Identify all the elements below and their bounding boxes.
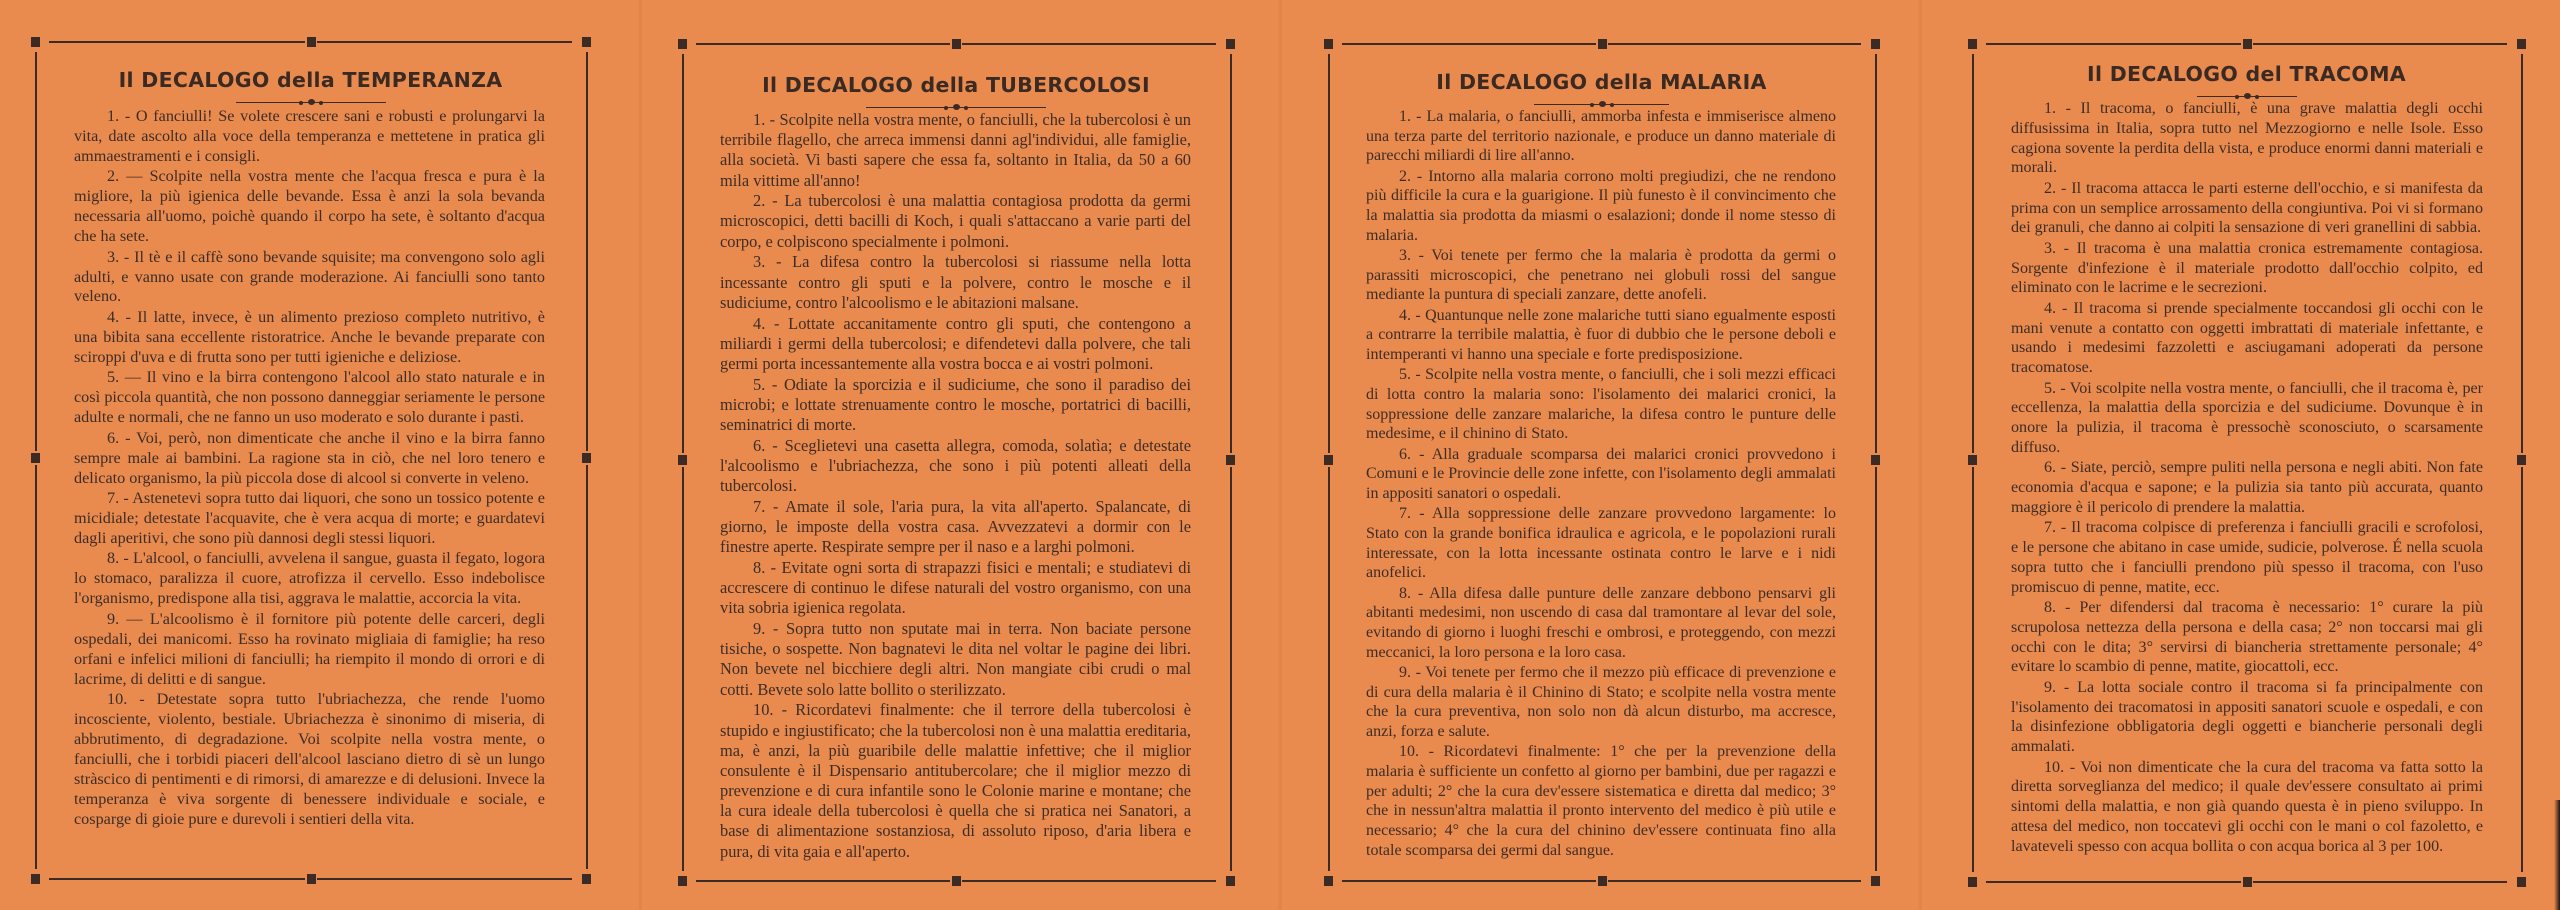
decalogue-item: 2. — Scolpite nella vostra mente che l'acqua fresca e pura è la migliore, la più igienica delle bevande. Essa è anzi la sola bevanda necessaria all'uomo, poichè quando il corpo ha sete, è soltanto d'acqua che ha sete. — [74, 167, 545, 246]
frame-side-square — [31, 453, 40, 463]
decalogue-item: 7. - Alla soppressione delle zanzare provvedono largamente: lo Stato con la grande bonifica idraulica e agricola, e le popolazioni rurali interessate, con la lotta incessante ostinata contro le larve e i nidi anofelici. — [1366, 505, 1836, 582]
frame-center-square — [1598, 39, 1607, 49]
panel-body — [74, 107, 545, 830]
frame-rule-top-right — [1608, 43, 1862, 45]
frame-side-square — [582, 453, 591, 463]
panel-body — [720, 110, 1191, 862]
decalogue-item: 5. - Voi scolpite nella vostra mente, o fanciulli, che il tracoma è, per eccellenza, la malattia della sporcizia e del sudiciume. Dovunque è in onore la pulizia, il tracoma è pressochè sconosciuto, o scarsamente diffuso. — [2011, 379, 2483, 456]
decalogue-item: 3. - La difesa contro la tubercolosi si riassume nella lotta incessante contro gli sputi e la polvere, contro le mosche e il sudiciume, contro l'alcoolismo e le abitazioni malsane. — [720, 252, 1191, 312]
frame-rule-left-upper — [1972, 54, 1974, 453]
frame-side-square — [1324, 455, 1333, 465]
decalogue-item: 8. - L'alcool, o fanciulli, avvelena il sangue, guasta il fegato, logora lo stomaco, paralizza il cuore, atrofizza il cervello. Esso indebolisce l'organismo, predispone alla tisi, aggrava le malattie, accorcia la vita. — [74, 549, 545, 608]
frame-rule-right-lower — [1230, 467, 1232, 872]
panel-body — [1366, 107, 1836, 861]
panel-title: Il DECALOGO della TUBERCOLOSI — [762, 73, 1150, 97]
frame-corner-square — [2517, 877, 2526, 887]
frame-corner-square — [582, 37, 591, 47]
decalogue-item: 9. - Voi tenete per fermo che il mezzo più efficace di prevenzione e di cura della malaria è il Chinino di Stato; e scolpite nella vostra mente che la cura preventiva, non solo non dà alcun disturbo, ma accresce, anzi, forza e salute. — [1366, 664, 1836, 741]
decalogue-item: 10. - Voi non dimenticate che la cura del tracoma va fatta sotto la diretta sorveglianza del medico; il quale dev'essere consultato ai primi sintomi della malattia, e non già quando questa è in pieno sviluppo. In attesa del medico, non toccatevi gli occhi con le mani o col fazoletto, e lavateveli spesso con acqua bollita o con acqua borica al 3 per 100. — [2011, 758, 2483, 855]
frame-corner-square — [1226, 876, 1235, 886]
frame-rule-left-lower — [682, 467, 684, 872]
decalogue-item: 6. - Alla graduale scomparsa dei malarici cronici provvedono i Comuni e le Provincie delle zone infette, con l'isolamento degli ammalati in appositi sanatori o ospedali. — [1366, 445, 1836, 503]
decalogue-panel-malaria — [1280, 0, 1920, 910]
frame-corner-square — [31, 37, 40, 47]
frame-rule-bottom-left — [1986, 881, 2241, 883]
title-ornament-divider — [236, 99, 386, 107]
frame-side-square — [1871, 455, 1880, 465]
decalogue-item: 5. - Odiate la sporcizia e il sudiciume, che sono il paradiso dei microbi; e lottate strenuamente contro le mosche, portatrici di bacilli, seminatrici di morte. — [720, 374, 1191, 434]
frame-center-square — [1598, 876, 1607, 886]
frame-rule-top-left — [696, 43, 950, 45]
decalogue-item: 6. - Sceglietevi una casetta allegra, comoda, solatìa; e detestate l'alcoolismo e l'ubriachezza, che sono i più potenti alleati della tubercolosi. — [720, 435, 1191, 496]
frame-center-square — [2243, 39, 2252, 49]
frame-corner-square — [1324, 876, 1333, 886]
panel-title: Il DECALOGO del TRACOMA — [2087, 62, 2406, 86]
frame-rule-top-right — [317, 41, 573, 43]
panel-body — [2011, 99, 2483, 857]
decalogue-item: 7. - Il tracoma colpisce di preferenza i fanciulli gracili e scrofolosi, e le persone che abitano in case umide, sudicie, polverose. É nella scuola sopra tutto che i fanciulli prendono più spesso il tracoma, con l'uso promiscuo di penne, matite, ecc. — [2011, 519, 2483, 596]
frame-corner-square — [1226, 39, 1235, 49]
frame-side-square — [678, 455, 687, 465]
decalogue-item: 4. - Quantunque nelle zone malariche tutti siano egualmente esposti a contrarre la terribile malattia, è fuor di dubbio che le persone deboli e intemperanti vi hanno una speciale e forte predisposizione. — [1366, 306, 1836, 364]
decalogue-item: 9. — L'alcoolismo è il fornitore più potente delle carceri, degli ospedali, dei manicomi. Esso ha rovinato migliaia di famiglie; ha reso orfani e infelici milioni di fanciulli; ha riempito il mondo di orrori e di lacrime, di delitti e di sangue. — [74, 609, 545, 688]
frame-rule-top-left — [1342, 43, 1596, 45]
frame-center-square — [952, 39, 961, 49]
decalogue-item: 9. - Sopra tutto non sputate mai in terra. Non baciate persone tisiche, o sospette. Non bagnatevi le dita nel voltar le pagine dei libri. Non bevete nel bicchiere degli altri. Non mangiate cibi crudi o mal cotti. Bevete solo latte bollito o sterilizzato. — [720, 619, 1191, 699]
frame-corner-square — [678, 39, 687, 49]
decalogue-item: 8. - Alla difesa dalle punture delle zanzare debbono pensarvi gli abitanti medesimi, non uscendo di casa dal tramontare al levar del sole, evitando di giorno i luoghi freschi e ombrosi, e proteggendo, con mezzi meccanici, la loro persona e la loro casa. — [1366, 584, 1836, 661]
frame-rule-bottom-right — [962, 880, 1216, 882]
decalogue-panel-tubercolosi — [640, 0, 1280, 910]
frame-rule-bottom-left — [49, 878, 305, 880]
frame-rule-right-upper — [1875, 54, 1877, 453]
decalogue-item: 10. - Ricordatevi finalmente: che il terrore della tubercolosi è stupido e ingiustificato; che la tubercolosi non è una malattia ereditaria, ma, è anzi, la più guaribile delle malattie infettive; che il miglior consulente è il Dispensario antitubercolare; che il miglior mezzo di prevenzione e di cura infantile sono le Colonie marine e montane; che la cura ideale della tubercolosi è quella che si pratica nei Sanatori, a base di alimentazione sostanziosa, di assoluto riposo, d'aria libera e pura, di vita gaia e all'aperto. — [720, 700, 1191, 861]
frame-rule-right-lower — [586, 465, 588, 870]
frame-rule-right-upper — [586, 52, 588, 451]
frame-center-square — [952, 876, 961, 886]
decalogue-item: 4. - Il tracoma si prende specialmente toccandosi gli occhi con le mani venute a contatto con oggetti imbrattati di materiale infettante, e usando i medesimi fazzoletti e asciugamani adoperati da persone tracomatose. — [2011, 299, 2483, 377]
frame-corner-square — [1968, 877, 1977, 887]
frame-corner-square — [1324, 39, 1333, 49]
frame-rule-left-lower — [1972, 467, 1974, 872]
frame-rule-top-left — [49, 41, 305, 43]
frame-rule-right-upper — [1230, 54, 1232, 453]
frame-rule-left-upper — [682, 54, 684, 453]
decalogue-item: 8. - Per difendersi dal tracoma è necessario: 1° curare la più scrupolosa nettezza della persona e della casa; 2° non toccarsi mai gli occhi con le dita; 3° servirsi di biancheria strettamente personale; 4° evitare lo scambio di penne, matite, giocattoli, ecc. — [2011, 599, 2483, 676]
decalogue-item: 1. - Il tracoma, o fanciulli, è una grave malattia degli occhi diffusissima in Italia, sopra tutto nel Mezzogiorno e nelle Isole. Esso cagiona sovente la perdita della vista, e produce enormi danni materiali e morali. — [2011, 100, 2483, 177]
frame-rule-bottom-left — [696, 880, 950, 882]
decalogue-item: 10. - Detestate sopra tutto l'ubriachezza, che rende l'uomo incosciente, violento, bestiale. Ubriachezza è sinonimo di miseria, di abbrutimento, di degradazione. Voi scolpite nella vostra mente, o fanciulli, che i torbidi piaceri dell'alcool lasciano dietro di sè un lungo stràscico di pentimenti e di rimorsi, di amarezze e di delusioni. Invece la temperanza è viva sorgente di benessere individuale e sociale, e cosparge di gioie pure e durevoli i sentieri della vita. — [74, 690, 545, 828]
frame-side-square — [2517, 455, 2526, 465]
frame-rule-left-upper — [1328, 54, 1330, 453]
decalogue-item: 3. - Il tè e il caffè sono bevande squisite; ma convengono solo agli adulti, e vanno usate con grande moderazione. Ai fanciulli sono tanto veleno. — [74, 247, 545, 306]
frame-rule-top-left — [1986, 43, 2241, 45]
frame-rule-right-upper — [2521, 54, 2523, 453]
frame-rule-top-right — [962, 43, 1216, 45]
frame-corner-square — [1968, 39, 1977, 49]
decalogue-item: 7. - Amate il sole, l'aria pura, la vita all'aperto. Spalancate, di giorno, le imposte della vostra casa. Avvezzatevi a dormir con le finestre aperte. Respirate sempre per il naso e a larghi polmoni. — [720, 496, 1191, 557]
decalogue-item: 1. - O fanciulli! Se volete crescere sani e robusti e prolungarvi la vita, date ascolto alla voce della temperanza e mettetene in pratica gli ammaestramenti e i consigli. — [74, 107, 545, 165]
frame-corner-square — [2517, 39, 2526, 49]
frame-center-square — [2243, 877, 2252, 887]
frame-corner-square — [1871, 876, 1880, 886]
decalogue-item: 5. — Il vino e la birra contengono l'alcool allo stato naturale e in così piccola quantità, che non possono danneggiar seriamente le persone adulte e normali, che ne fanno un uso moderato e solo durante i pasti. — [74, 368, 545, 427]
frame-rule-right-lower — [2521, 467, 2523, 872]
decalogue-item: 2. - La tubercolosi è una malattia contagiosa prodotta da germi microscopici, detti bacilli di Koch, i quali s'attaccano a varie parti del corpo, e colpiscono specialmente i polmoni. — [720, 191, 1191, 251]
frame-rule-bottom-left — [1342, 880, 1596, 882]
decalogue-item: 2. - Il tracoma attacca le parti esterne dell'occhio, e si manifesta da prima con un semplice arrossamento della congiuntiva. Poi vi si formano dei granuli, che danno ai colpiti la sensazione di veri granellini di sabbia. — [2011, 179, 2483, 237]
decalogue-item: 6. - Siate, perciò, sempre puliti nella persona e negli abiti. Non fate economia d'acqua e sapone; e la pulizia sia tanto più accurata, quanto maggiore è il pericolo di prendere la malattia. — [2011, 459, 2483, 516]
decalogue-item: 2. - Intorno alla malaria corrono molti pregiudizi, che ne rendono più difficile la cura e la guarigione. Il più funesto è il convincimento che la malattia sia prodotta da miasmi o esalazioni; donde il nome stesso di malaria. — [1366, 167, 1836, 244]
frame-corner-square — [582, 874, 591, 884]
decalogue-panel-temperanza — [0, 0, 640, 910]
frame-center-square — [307, 874, 316, 884]
frame-rule-left-upper — [35, 52, 37, 451]
frame-rule-left-lower — [1328, 467, 1330, 872]
frame-side-square — [1968, 455, 1977, 465]
decalogue-item: 7. - Astenetevi sopra tutto dai liquori, che sono un tossico potente e micidiale; detestate l'acquavite, che è vera acqua di morte; e guardatevi dagli aperitivi, che sono più dannosi degli stessi liquori. — [74, 489, 545, 547]
frame-rule-bottom-right — [2253, 881, 2508, 883]
frame-rule-bottom-right — [1608, 880, 1862, 882]
decalogue-panel-tracoma — [1920, 0, 2560, 910]
decalogue-item: 1. - La malaria, o fanciulli, ammorba infesta e immiserisce almeno una terza parte del territorio nazionale, e produce un danno materiale di parecchi miliardi di lire all'anno. — [1366, 108, 1836, 165]
decalogue-item: 4. - Lottate accanitamente contro gli sputi, che contengono a miliardi i germi della tubercolosi; e difendetevi dalla polvere, che tali germi porta incessantemente alla vostra bocca e ai vostri polmoni. — [720, 313, 1191, 373]
panel-title: Il DECALOGO della TEMPERANZA — [118, 68, 503, 92]
frame-rule-left-lower — [35, 465, 37, 870]
decalogue-item: 3. - Voi tenete per fermo che la malaria è prodotta da germi o parassiti microscopici, che penetrano nei globuli rossi del sangue mediante la puntura di speciali zanzare, dette anofeli. — [1366, 247, 1836, 304]
frame-rule-bottom-right — [317, 878, 573, 880]
decalogue-item: 10. - Ricordatevi finalmente: 1° che per la prevenzione della malaria è sufficiente un confetto al giorno per bambini, due per ragazzi e per adulti; 2° che la cura dev'essere sistematica e diretta dal medico; 3° che in nessun'altra malattia il pronto intervento del medico è più utile e necessario; 4° che la cura del chinino dev'essere continuata fino alla totale scomparsa dei germi dal sangue. — [1366, 743, 1836, 859]
decalogue-item: 1. - Scolpite nella vostra mente, o fanciulli, che la tubercolosi è un terribile flagello, che arreca immensi danni agl'individui, alle famiglie, alla società. Vi basti sapere che essa fa, soltanto in Italia, da 50 a 60 mila vittime all'anno! — [720, 110, 1191, 190]
frame-rule-top-right — [2253, 43, 2508, 45]
frame-rule-right-lower — [1875, 467, 1877, 872]
decalogue-item: 3. - Il tracoma è una malattia cronica estremamente contagiosa. Sorgente d'infezione è il materiale prodotto dall'occhio colpito, ed eliminato con le lacrime e le secrezioni. — [2011, 239, 2483, 297]
decalogue-item: 9. - La lotta sociale contro il tracoma si fa principalmente con l'isolamento dei tracomatosi in appositi sanatori scuole e ospedali, e con la disinfezione obbligatoria degli oggetti e biancherie personali degli ammalati. — [2011, 678, 2483, 756]
decalogue-item: 6. - Voi, però, non dimenticate che anche il vino e la birra fanno sempre male ai bambini. La ragione sta in ciò, che nel loro tenero e delicato organismo, la più piccola dose di alcool si converte in veleno. — [74, 428, 545, 487]
frame-corner-square — [1871, 39, 1880, 49]
frame-corner-square — [678, 876, 687, 886]
decalogue-item: 8. - Evitate ogni sorta di strapazzi fisici e mentali; e studiatevi di accrescere di continuo le difese naturali del vostro organismo, con una vita sobria igienica regolata. — [720, 557, 1191, 618]
frame-side-square — [1226, 455, 1235, 465]
decalogue-item: 4. - Il latte, invece, è un alimento prezioso completo nutritivo, è una bibita sana eccellente ristoratrice. Anche le bevande preparate con sciroppi d'uva e di frutta sono per tutti igieniche e deliziose. — [74, 308, 545, 366]
frame-center-square — [307, 37, 316, 47]
decalogue-item: 5. - Scolpite nella vostra mente, o fanciulli, che i soli mezzi efficaci di lotta contro la malaria sono: l'isolamento dei malarici cronici, la soppressione delle zanzare malariche, la difesa contro le punture delle medesime, e il chinino di Stato. — [1366, 366, 1836, 443]
panel-title: Il DECALOGO della MALARIA — [1436, 70, 1767, 94]
frame-corner-square — [31, 874, 40, 884]
